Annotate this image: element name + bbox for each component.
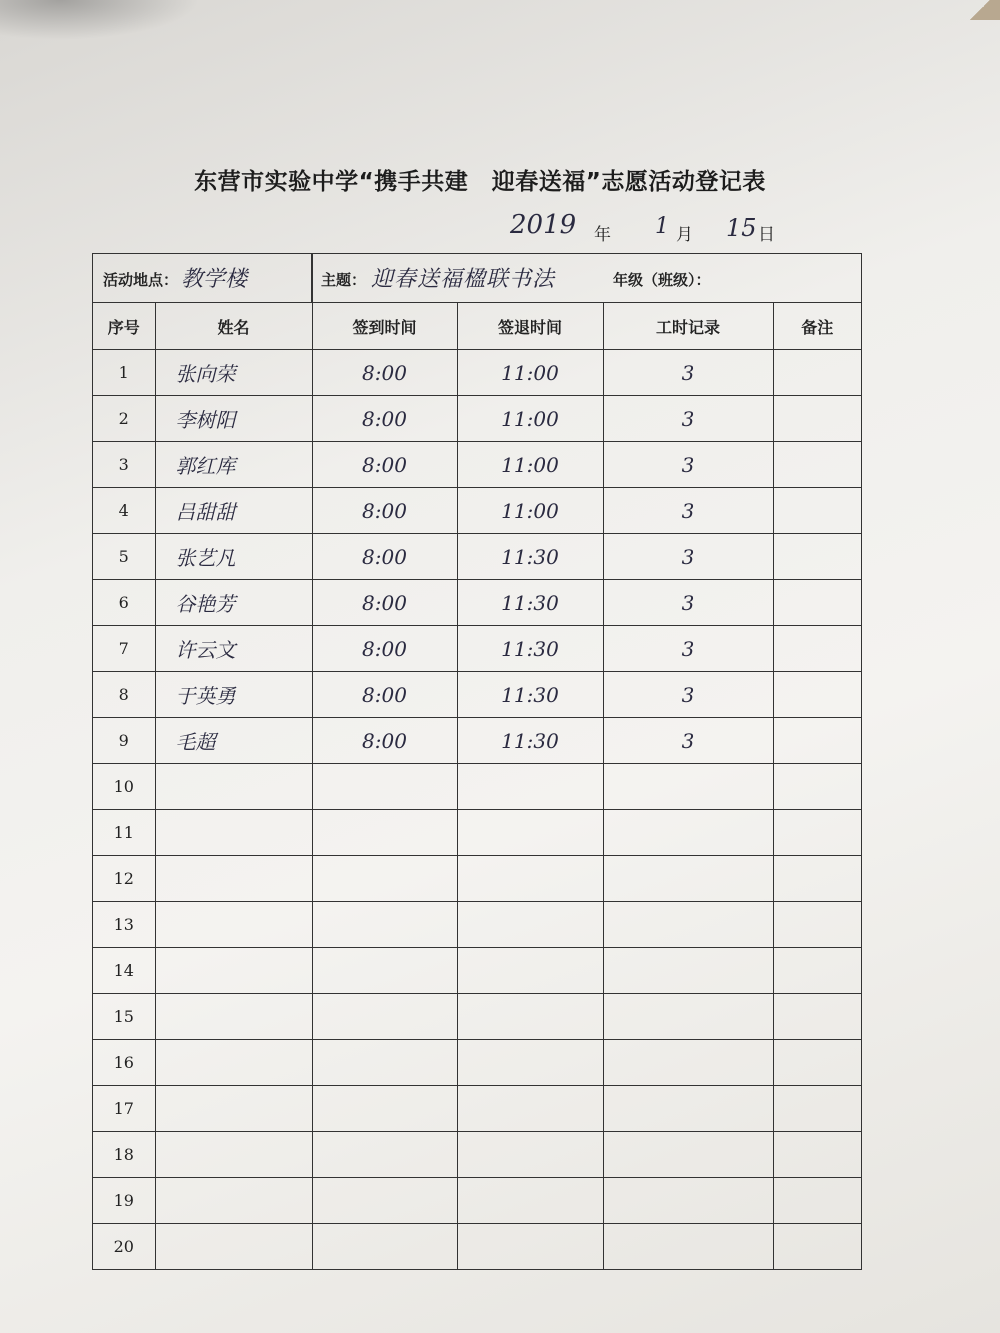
row-sign-out: 11:30 xyxy=(457,626,603,672)
table-row xyxy=(93,488,861,534)
row-note xyxy=(773,350,861,396)
location-value: 教学楼 xyxy=(181,267,248,292)
table-row xyxy=(93,1086,861,1132)
row-index: 16 xyxy=(93,1040,155,1086)
row-sign-out xyxy=(457,1224,603,1270)
date-day-label: 日 xyxy=(758,225,775,245)
row-name xyxy=(155,1086,312,1132)
table-row xyxy=(93,626,861,672)
row-sign-in xyxy=(312,902,457,948)
row-name xyxy=(155,1040,312,1086)
row-index: 14 xyxy=(93,948,155,994)
row-note xyxy=(773,718,861,764)
row-index: 8 xyxy=(93,672,155,718)
row-index: 2 xyxy=(93,396,155,442)
row-hours: 3 xyxy=(603,350,773,396)
table-row xyxy=(93,1132,861,1178)
row-sign-out: 11:00 xyxy=(457,442,603,488)
row-sign-in xyxy=(312,1040,457,1086)
row-hours: 3 xyxy=(603,396,773,442)
row-sign-in: 8:00 xyxy=(312,626,457,672)
row-hours xyxy=(603,902,773,948)
form-title: 东营市实验中学“携手共建 迎春送福”志愿活动登记表 xyxy=(194,169,766,195)
row-sign-in xyxy=(312,1224,457,1270)
row-hours xyxy=(603,1086,773,1132)
row-sign-in xyxy=(312,1178,457,1224)
location-label: 活动地点： xyxy=(103,271,179,289)
row-hours xyxy=(603,1178,773,1224)
row-index: 15 xyxy=(93,994,155,1040)
row-index: 1 xyxy=(93,350,155,396)
row-sign-out xyxy=(457,856,603,902)
row-name: 张艺凡 xyxy=(155,534,312,580)
row-sign-out xyxy=(457,1086,603,1132)
row-hours xyxy=(603,994,773,1040)
date-day-value: 15 xyxy=(726,214,757,242)
row-note xyxy=(773,488,861,534)
row-index: 20 xyxy=(93,1224,155,1270)
info-divider xyxy=(311,254,313,302)
row-hours: 3 xyxy=(603,534,773,580)
row-note xyxy=(773,994,861,1040)
theme-value: 迎春送福楹联书法 xyxy=(371,267,556,292)
row-index: 13 xyxy=(93,902,155,948)
row-sign-in xyxy=(312,1086,457,1132)
row-note xyxy=(773,856,861,902)
row-note xyxy=(773,442,861,488)
date-month-value: 1 xyxy=(655,214,669,239)
row-note xyxy=(773,948,861,994)
row-sign-out: 11:30 xyxy=(457,672,603,718)
table-row xyxy=(93,948,861,994)
row-sign-in xyxy=(312,1132,457,1178)
row-sign-out xyxy=(457,764,603,810)
row-index: 18 xyxy=(93,1132,155,1178)
row-sign-out: 11:00 xyxy=(457,396,603,442)
table-row xyxy=(93,1224,861,1270)
row-sign-in: 8:00 xyxy=(312,718,457,764)
table-row xyxy=(93,350,861,396)
header-note: 备注 xyxy=(773,303,861,350)
row-sign-out xyxy=(457,1132,603,1178)
row-note xyxy=(773,534,861,580)
table-row xyxy=(93,1040,861,1086)
row-hours: 3 xyxy=(603,488,773,534)
table-row xyxy=(93,672,861,718)
row-name: 李树阳 xyxy=(155,396,312,442)
row-sign-in xyxy=(312,856,457,902)
header-name: 姓名 xyxy=(155,303,312,350)
row-index: 17 xyxy=(93,1086,155,1132)
row-hours xyxy=(603,948,773,994)
table-row xyxy=(93,580,861,626)
row-note xyxy=(773,1040,861,1086)
photo-shadow xyxy=(0,0,200,40)
row-sign-out xyxy=(457,902,603,948)
row-note xyxy=(773,1086,861,1132)
row-name xyxy=(155,1132,312,1178)
row-index: 3 xyxy=(93,442,155,488)
row-index: 10 xyxy=(93,764,155,810)
row-index: 12 xyxy=(93,856,155,902)
row-sign-in xyxy=(312,948,457,994)
row-index: 9 xyxy=(93,718,155,764)
row-hours xyxy=(603,856,773,902)
row-hours xyxy=(603,764,773,810)
desk-corner xyxy=(960,0,1000,20)
table-row xyxy=(93,810,861,856)
row-note xyxy=(773,580,861,626)
table-row xyxy=(93,994,861,1040)
row-sign-in xyxy=(312,994,457,1040)
row-index: 19 xyxy=(93,1178,155,1224)
row-hours xyxy=(603,1132,773,1178)
row-name xyxy=(155,994,312,1040)
row-index: 11 xyxy=(93,810,155,856)
row-hours xyxy=(603,1224,773,1270)
row-hours xyxy=(603,1040,773,1086)
row-sign-in: 8:00 xyxy=(312,580,457,626)
header-index: 序号 xyxy=(93,303,155,350)
row-note xyxy=(773,672,861,718)
table-row xyxy=(93,1178,861,1224)
row-name: 许云文 xyxy=(155,626,312,672)
row-sign-out xyxy=(457,994,603,1040)
row-name xyxy=(155,902,312,948)
table-row xyxy=(93,534,861,580)
row-index: 6 xyxy=(93,580,155,626)
row-name: 于英勇 xyxy=(155,672,312,718)
row-name: 谷艳芳 xyxy=(155,580,312,626)
row-hours: 3 xyxy=(603,580,773,626)
table-header-row xyxy=(93,303,861,350)
volunteer-table xyxy=(93,303,861,1269)
row-sign-in: 8:00 xyxy=(312,488,457,534)
row-note xyxy=(773,902,861,948)
row-name xyxy=(155,1178,312,1224)
theme-label: 主题： xyxy=(321,271,367,289)
header-hours: 工时记录 xyxy=(603,303,773,350)
row-name: 吕甜甜 xyxy=(155,488,312,534)
row-note xyxy=(773,810,861,856)
table-row xyxy=(93,856,861,902)
row-sign-out xyxy=(457,948,603,994)
row-name xyxy=(155,764,312,810)
row-sign-out xyxy=(457,810,603,856)
row-sign-out: 11:30 xyxy=(457,580,603,626)
row-sign-in: 8:00 xyxy=(312,672,457,718)
table-row xyxy=(93,396,861,442)
row-sign-out: 11:30 xyxy=(457,534,603,580)
row-name xyxy=(155,856,312,902)
row-note xyxy=(773,1132,861,1178)
row-name xyxy=(155,948,312,994)
row-sign-in xyxy=(312,810,457,856)
table-row xyxy=(93,902,861,948)
row-name xyxy=(155,810,312,856)
row-note xyxy=(773,1178,861,1224)
header-sign-in: 签到时间 xyxy=(312,303,457,350)
row-sign-in: 8:00 xyxy=(312,396,457,442)
row-sign-in: 8:00 xyxy=(312,350,457,396)
header-sign-out: 签退时间 xyxy=(457,303,603,350)
form-date xyxy=(510,210,810,250)
row-hours: 3 xyxy=(603,626,773,672)
row-sign-out xyxy=(457,1178,603,1224)
date-month-label: 月 xyxy=(676,225,693,245)
table-row xyxy=(93,442,861,488)
row-sign-in xyxy=(312,764,457,810)
row-hours: 3 xyxy=(603,718,773,764)
row-name: 张向荣 xyxy=(155,350,312,396)
row-index: 4 xyxy=(93,488,155,534)
row-sign-out xyxy=(457,1040,603,1086)
row-index: 5 xyxy=(93,534,155,580)
row-note xyxy=(773,1224,861,1270)
row-name xyxy=(155,1224,312,1270)
date-year-value: 2019 xyxy=(510,210,577,240)
date-year-label: 年 xyxy=(594,225,611,245)
row-note xyxy=(773,626,861,672)
row-hours: 3 xyxy=(603,442,773,488)
row-sign-in: 8:00 xyxy=(312,534,457,580)
row-note xyxy=(773,396,861,442)
table-row xyxy=(93,764,861,810)
row-hours: 3 xyxy=(603,672,773,718)
grade-label: 年级（班级）： xyxy=(613,271,711,289)
row-sign-out: 11:00 xyxy=(457,488,603,534)
row-name: 毛超 xyxy=(155,718,312,764)
table-row xyxy=(93,718,861,764)
row-index: 7 xyxy=(93,626,155,672)
row-sign-out: 11:30 xyxy=(457,718,603,764)
row-sign-in: 8:00 xyxy=(312,442,457,488)
row-note xyxy=(773,764,861,810)
row-sign-out: 11:00 xyxy=(457,350,603,396)
row-hours xyxy=(603,810,773,856)
info-row xyxy=(93,254,861,303)
registration-form xyxy=(92,253,862,1270)
row-name: 郭红库 xyxy=(155,442,312,488)
